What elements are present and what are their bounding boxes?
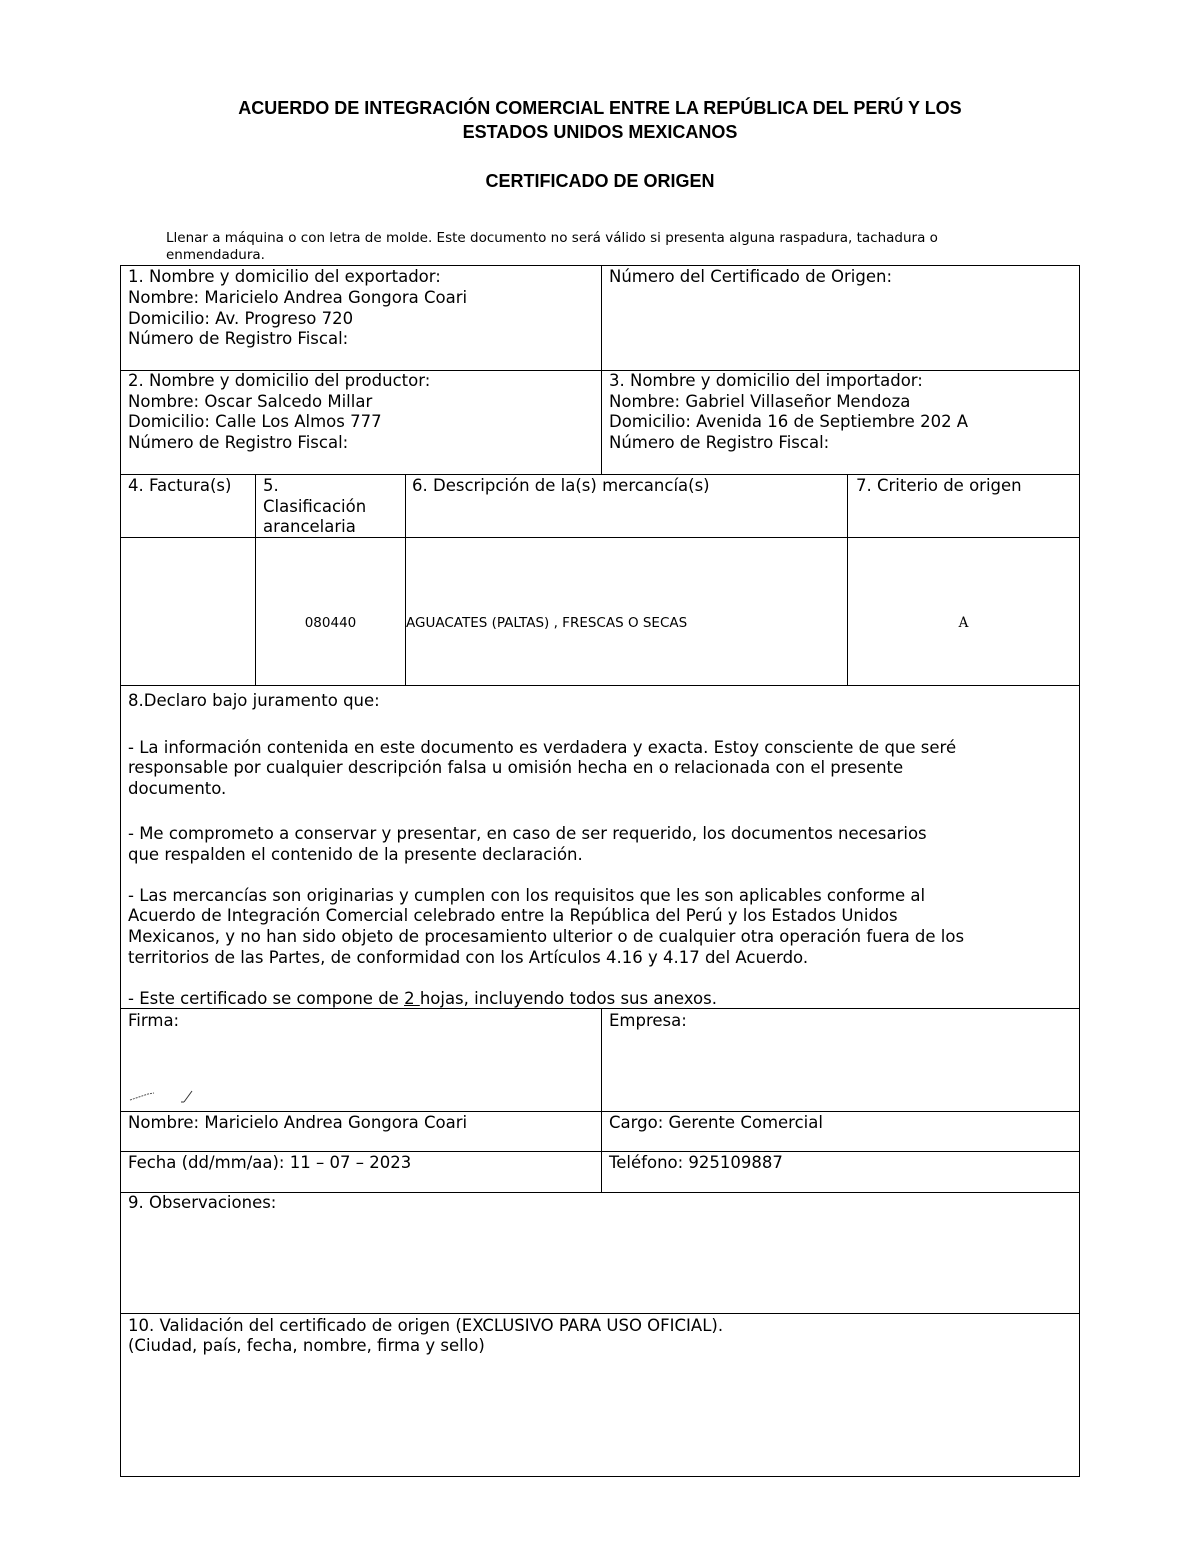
declaration-p1-line2: responsable por cualquier descripción falsa u omisión hecha en o relacionada con el presente (128, 758, 904, 777)
certificate-number-label: Número del Certificado de Origen: (609, 267, 893, 286)
document-title-line1: ACUERDO DE INTEGRACIÓN COMERCIAL ENTRE LA REPÚBLICA DEL PERÚ Y LOS (238, 98, 962, 118)
signer-phone: Teléfono: 925109887 (609, 1153, 783, 1172)
producer-tax-id: Número de Registro Fiscal: (128, 433, 349, 452)
declaration-p3-line2: Acuerdo de Integración Comercial celebrado entre la República del Perú y los Estados Unidos (128, 906, 898, 925)
instructions-text: Llenar a máquina o con letra de molde. Este documento no será válido si presenta alguna raspadura, tachadura o enmendadura. (166, 230, 938, 263)
declaration-heading: 8.Declaro bajo juramento que: (128, 691, 380, 710)
exporter-tax-id: Número de Registro Fiscal: (128, 329, 349, 348)
classification-header-line3: arancelaria (263, 517, 356, 536)
description-cell: AGUACATES (PALTAS) , FRESCAS O SECAS (406, 615, 688, 631)
classification-header-line2: Clasificación (263, 497, 367, 516)
certificate-subtitle: CERTIFICADO DE ORIGEN (485, 171, 715, 191)
classification-header-line1: 5. (263, 476, 279, 495)
declaration-p2-line1: - Me comprometo a conservar y presentar, en caso de ser requerido, los documentos necesarios (128, 824, 927, 843)
validation-line1: 10. Validación del certificado de origen (EXCLUSIVO PARA USO OFICIAL). (128, 1316, 724, 1335)
handwritten-signature (126, 1082, 206, 1106)
importer-address: Domicilio: Avenida 16 de Septiembre 202 A (609, 412, 969, 431)
signer-name: Nombre: Maricielo Andrea Gongora Coari (128, 1113, 468, 1132)
description-header: 6. Descripción de la(s) mercancía(s) (412, 476, 710, 495)
declaration-p3-line1: - Las mercancías son originarias y cumplen con los requisitos que les son aplicables conforme al (128, 886, 926, 905)
declaration-p2-line2: que respalden el contenido de la presente declaración. (128, 845, 583, 864)
criterion-cell: A (958, 615, 969, 631)
signer-position: Cargo: Gerente Comercial (609, 1113, 823, 1132)
declaration-p3-line3: Mexicanos, y no han sido objeto de procesamiento ulterior o de cualquier otra operación fuera de los (128, 927, 965, 946)
exporter-address: Domicilio: Av. Progreso 720 (128, 309, 354, 328)
validation-line2: (Ciudad, país, fecha, nombre, firma y sello) (128, 1336, 485, 1355)
document-title-line2: ESTADOS UNIDOS MEXICANOS (462, 122, 738, 142)
signature-date: Fecha (dd/mm/aa): 11 – 07 – 2023 (128, 1153, 412, 1172)
declaration-p4-pre: - Este certificado se compone de (128, 989, 405, 1008)
exporter-name: Nombre: Maricielo Andrea Gongora Coari (128, 288, 468, 307)
declaration-p4-post: hojas, incluyendo todos sus anexos. (419, 989, 717, 1008)
classification-cell: 080440 (304, 615, 357, 631)
producer-heading: 2. Nombre y domicilio del productor: (128, 371, 431, 390)
producer-address: Domicilio: Calle Los Almos 777 (128, 412, 382, 431)
declaration-p1-line3: documento. (128, 779, 227, 798)
sheet-count: 2 (404, 989, 420, 1008)
firma-label: Firma: (128, 1011, 180, 1030)
producer-name: Nombre: Oscar Salcedo Millar (128, 392, 373, 411)
declaration-p4 (128, 989, 1058, 1010)
exporter-heading: 1. Nombre y domicilio del exportador: (128, 267, 441, 286)
declaration-p3-line4: territorios de las Partes, de conformidad con los Artículos 4.16 y 4.17 del Acuerdo. (128, 948, 809, 967)
declaration-p1-line1: - La información contenida en este documento es verdadera y exacta. Estoy consciente de que seré (128, 738, 957, 757)
importer-tax-id: Número de Registro Fiscal: (609, 433, 830, 452)
empresa-label: Empresa: (609, 1011, 687, 1030)
criterion-header: 7. Criterio de origen (856, 476, 1022, 495)
importer-name: Nombre: Gabriel Villaseñor Mendoza (609, 392, 911, 411)
importer-heading: 3. Nombre y domicilio del importador: (609, 371, 923, 390)
observations-label: 9. Observaciones: (128, 1193, 277, 1212)
invoice-header: 4. Factura(s) (128, 476, 232, 495)
